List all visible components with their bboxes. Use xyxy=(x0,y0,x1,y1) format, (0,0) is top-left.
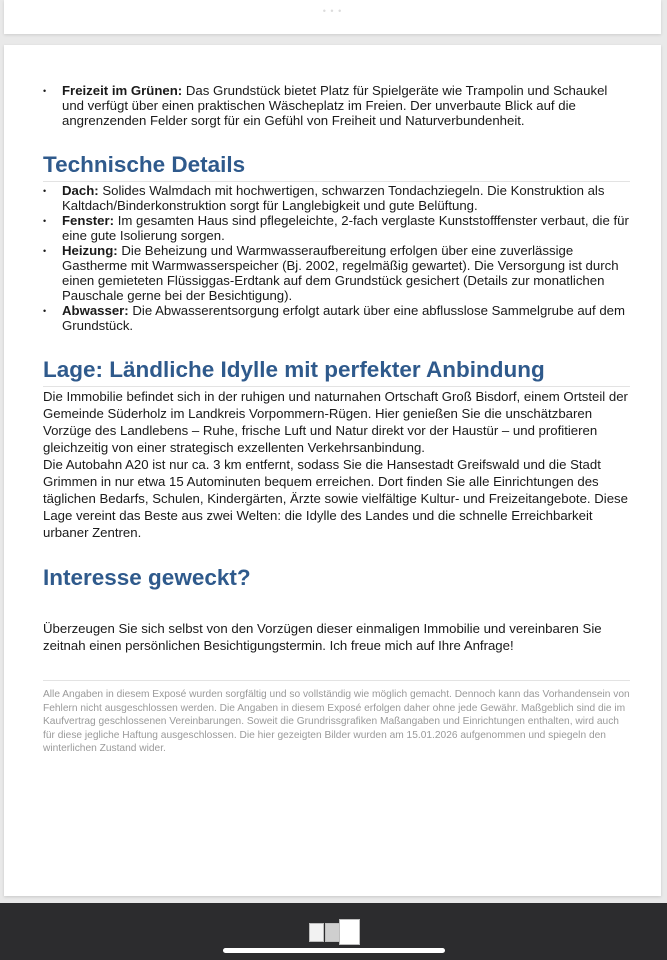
heading-technical-details: Technische Details xyxy=(43,151,630,182)
thumbnail-page-2[interactable] xyxy=(325,923,340,942)
page-content xyxy=(43,83,630,756)
item-term: Freizeit im Grünen: xyxy=(62,83,183,98)
item-text: Die Abwasserentsorgung erfolgt autark über eine abflusslose Sammelgrube auf dem Grundstück. xyxy=(62,303,625,333)
location-paragraph-2: Die Autobahn A20 ist nur ca. 3 km entfernt, sodass Sie die Hansestadt Greifswald und die Stadt Grimmen in nur etwa 15 Autominuten bequem erreichen. Dort finden Sie alle Einrichtungen des täglichen Bedarfs, Schulen, Kindergärten, Ärzte sowie vielfältige Kultur- und Freizeitangebote. Diese Lage vereint das Beste aus zwei Welten: die Idylle des Landes und die schnelle Erreichbarkeit urbaner Zentren. xyxy=(43,457,628,540)
heading-location: Lage: Ländliche Idylle mit perfekter Anbindung xyxy=(43,356,630,387)
previous-page xyxy=(4,0,661,34)
list-item-dach xyxy=(43,183,630,213)
interest-paragraph: Überzeugen Sie sich selbst von den Vorzügen dieser einmaligen Immobilie und vereinbaren Sie zeitnah einen persönlichen Besichtigungstermin. Ich freue mich auf Ihre Anfrage! xyxy=(43,621,602,653)
list-item-fenster xyxy=(43,213,630,243)
document-page[interactable] xyxy=(4,45,661,896)
item-term: Abwasser: xyxy=(62,303,129,318)
location-paragraph-1: Die Immobilie befindet sich in der ruhigen und naturnahen Ortschaft Groß Bisdorf, einem Ortsteil der Gemeinde Süderholz im Landkreis Vorpommern-Rügen. Hier genießen Sie die unschätzbaren Vorzüge des Landlebens – Ruhe, frische Luft und Natur direkt vor der Haustür – und profitieren gleichzeitig von einer strategisch exzellenten Verkehrsanbindung. xyxy=(43,389,628,455)
home-indicator[interactable] xyxy=(223,948,445,953)
item-text: Solides Walmdach mit hochwertigen, schwarzen Tondachziegeln. Die Konstruktion als Kaltdach/Binderkonstruktion sorgt für Langlebigkeit und gute Belüftung. xyxy=(62,183,605,213)
intro-list xyxy=(43,83,630,128)
item-text: Im gesamten Haus sind pflegeleichte, 2-fach verglaste Kunststofffenster verbaut, die für eine gute Isolierung sorgen. xyxy=(62,213,629,243)
page-thumbnails-icon[interactable] xyxy=(309,919,361,945)
list-item-freizeit xyxy=(43,83,630,128)
item-text: Das Grundstück bietet Platz für Spielgeräte wie Trampolin und Schaukel und verfügt über einen praktischen Wäscheplatz im Freien. Der unverbaute Blick auf die angrenzenden Felder sorgt für ein Gefühl von Freiheit und Naturverbundenheit. xyxy=(62,83,608,128)
disclaimer: Alle Angaben in diesem Exposé wurden sorgfältig und so vollständig wie möglich gemacht. Dennoch kann das Vorhandensein von Fehlern nicht ausgeschlossen werden. Die Angaben in diesem Exposé erfolgen daher ohne jede Gewähr. Maßgeblich sind die im Kaufvertrag geschlossenen Vereinbarungen. Soweit die Grundrissgrafiken Maßangaben und Einrichtungen enthalten, wird auch für diese jegliche Haftung ausgeschlossen. Die hier gezeigten Bilder wurden am 15.01.2026 aufgenommen und spiegeln den winterlichen Zustand wider. xyxy=(43,680,630,756)
item-text: Die Beheizung und Warmwasseraufbereitung erfolgen über eine zuverlässige Gastherme mit Warmwasserspeicher (Bj. 2002, regelmäßig gewartet). Die Versorgung ist durch einen gemieteten Flüssiggas-Erdtank auf dem Grundstück gesichert (Details zur monatlichen Pauschale gerne bei der Besichtigung). xyxy=(62,243,619,303)
list-item-heizung xyxy=(43,243,630,303)
item-term: Heizung: xyxy=(62,243,118,258)
page-indicator-dots: • • • xyxy=(322,6,343,16)
item-term: Fenster: xyxy=(62,213,115,228)
thumbnail-page-1[interactable] xyxy=(309,923,324,942)
heading-interest: Interesse geweckt? xyxy=(43,565,251,590)
thumbnail-page-3[interactable] xyxy=(339,919,360,945)
item-term: Dach: xyxy=(62,183,99,198)
list-item-abwasser xyxy=(43,303,630,333)
bottom-toolbar xyxy=(0,903,667,960)
technical-list xyxy=(43,183,630,333)
